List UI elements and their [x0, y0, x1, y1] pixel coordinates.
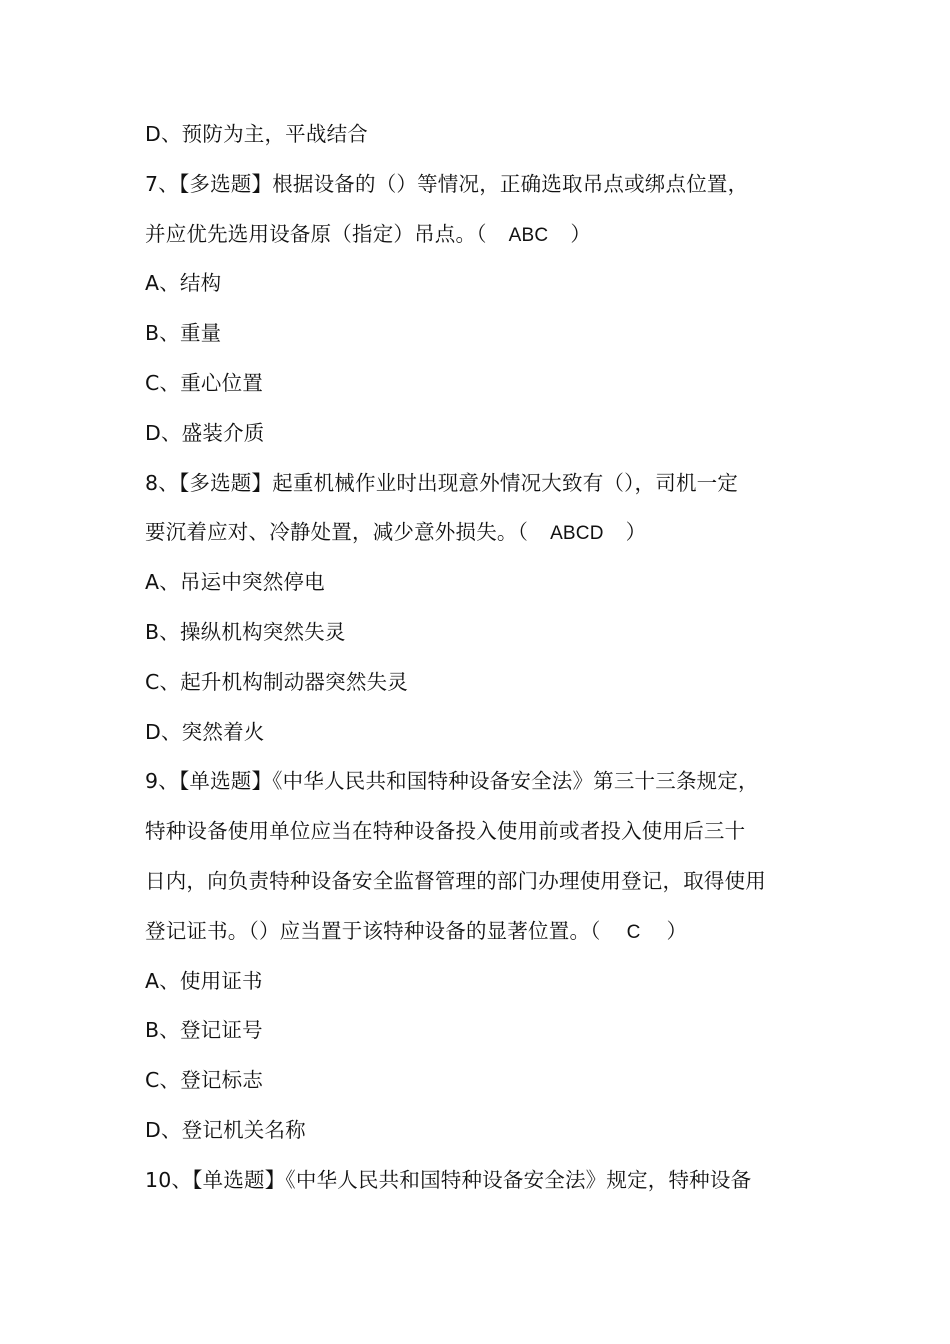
question-8-line-1: 8、【多选题】起重机械作业时出现意外情况大致有（），司机一定: [145, 470, 739, 495]
option-line: A、使用证书: [145, 968, 263, 993]
question-7-line-1: 7、【多选题】根据设备的（）等情况，正确选取吊点或绑点位置，: [145, 171, 749, 196]
question-9-line-1: 9、【单选题】《中华人民共和国特种设备安全法》第三十三条规定，: [145, 769, 759, 794]
option-line: D、登记机关名称: [145, 1117, 306, 1142]
option-line: B、操纵机构突然失灵: [145, 619, 346, 644]
question-9-line-4: 登记证书。（）应当置于该特种设备的显著位置。（ C ）: [145, 918, 688, 943]
question-9-line-3: 日内，向负责特种设备安全监督管理的部门办理使用登记，取得使用: [145, 868, 766, 893]
option-line: D、预防为主，平战结合: [145, 122, 368, 146]
option-line: A、结构: [145, 271, 222, 296]
option-line: A、吊运中突然停电: [145, 570, 325, 595]
question-8-line-2: 要沉着应对、冷静处置，减少意外损失。（ ABCD ）: [145, 520, 647, 545]
option-line: B、登记证号: [145, 1018, 263, 1043]
option-line: B、重量: [145, 321, 222, 346]
question-10-line-1: 10、【单选题】《中华人民共和国特种设备安全法》规定，特种设备: [145, 1167, 752, 1192]
option-line: C、起升机构制动器突然失灵: [145, 669, 408, 694]
option-line: C、登记标志: [145, 1068, 264, 1093]
document-page: [145, 110, 815, 1206]
option-line: D、盛装介质: [145, 420, 265, 445]
question-7-line-2: 并应优先选用设备原（指定）吊点。（ ABC ）: [145, 221, 592, 246]
question-9-line-2: 特种设备使用单位应当在特种设备投入使用前或者投入使用后三十: [145, 819, 746, 844]
answer-key: ABC: [508, 224, 549, 246]
answer-key: ABCD: [550, 523, 604, 545]
option-line: D、突然着火: [145, 719, 265, 744]
answer-key: C: [626, 921, 641, 943]
option-line: C、重心位置: [145, 370, 264, 395]
